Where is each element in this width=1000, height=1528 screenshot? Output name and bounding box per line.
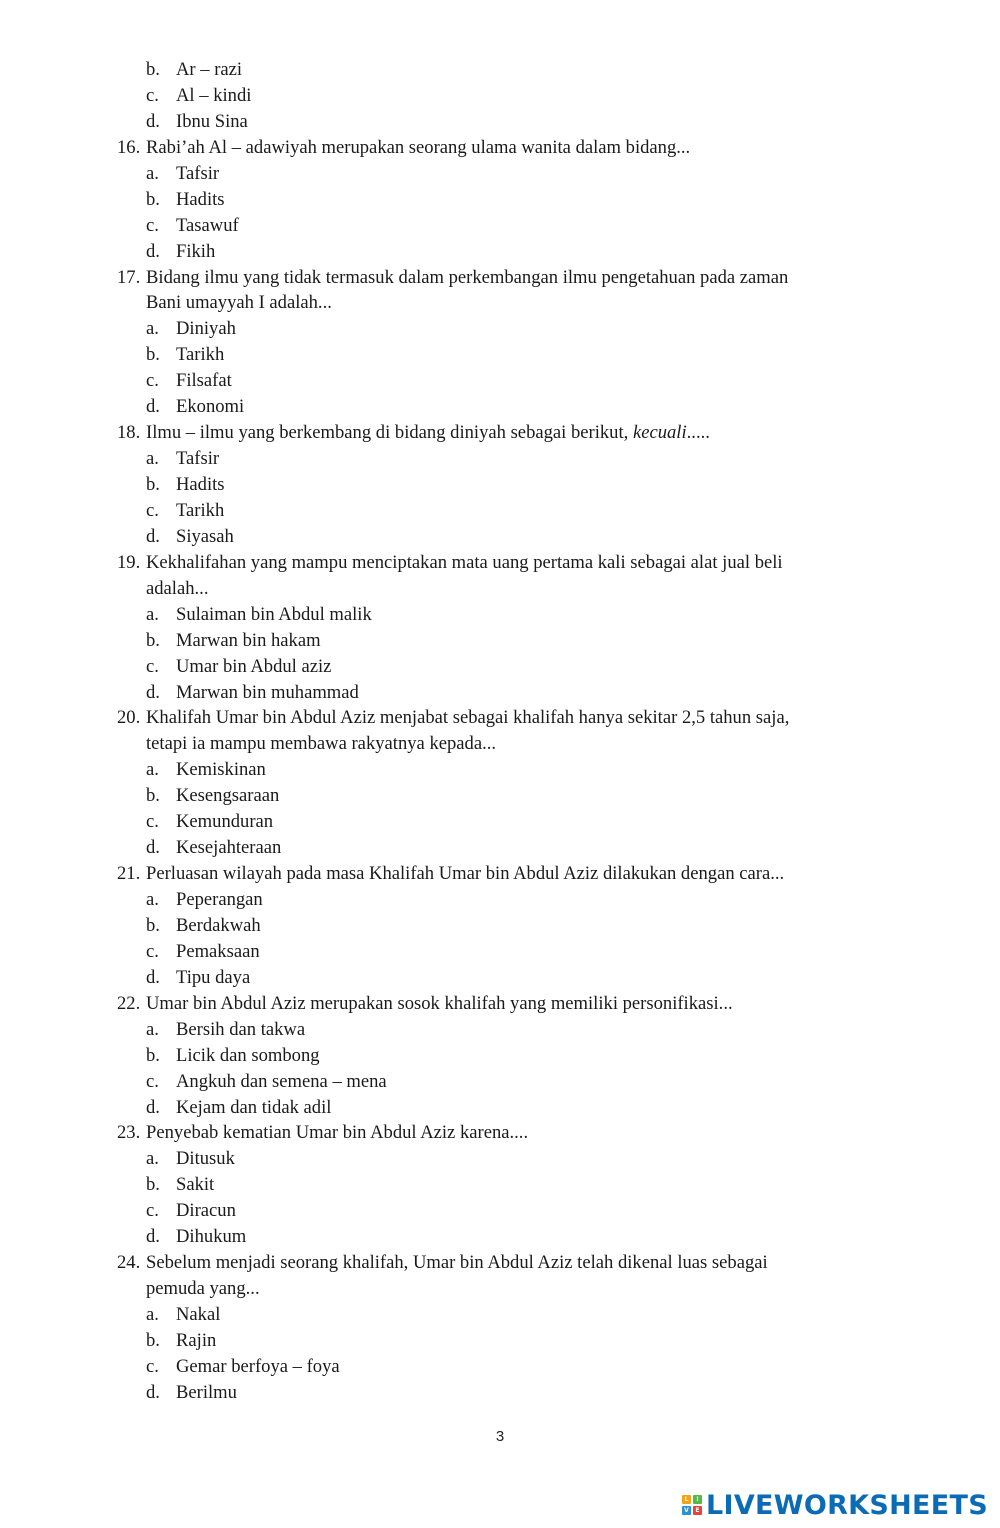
question-number: 17. [117, 266, 141, 288]
option-letter: b. [146, 1329, 160, 1351]
option-text: Ditusuk [176, 1148, 235, 1170]
question-number: 21. [117, 863, 141, 885]
option-text: Nakal [176, 1304, 221, 1325]
option-text: Tarikh [176, 344, 225, 366]
option-item[interactable] [0, 498, 1000, 524]
question-line-continued [0, 576, 1000, 602]
question-number: 20. [117, 707, 141, 729]
option-letter: a. [146, 759, 159, 781]
option-text: Kesejahteraan [176, 837, 282, 859]
option-letter: a. [146, 1018, 159, 1040]
question-text-part: Bidang ilmu yang tidak termasuk dalam perkembangan ilmu pengetahuan pada zaman [146, 266, 789, 288]
question-number: 18. [117, 422, 141, 444]
logo-tile: L [682, 1495, 691, 1504]
question-text [146, 1250, 768, 1276]
option-letter: d. [146, 837, 160, 859]
option-text: Pemaksaan [176, 940, 260, 962]
option-letter: b. [146, 59, 160, 80]
option-letter: a. [146, 1304, 159, 1325]
question-text-part: Sebelum menjadi seorang khalifah, Umar bin Abdul Aziz telah dikenal luas sebagai [146, 1252, 768, 1274]
option-item[interactable] [0, 1095, 1000, 1121]
option-letter: c. [146, 84, 159, 106]
question-text [146, 991, 733, 1017]
option-text: Hadits [176, 474, 225, 495]
option-letter: b. [146, 914, 160, 936]
question-text [146, 135, 690, 161]
question-line-continued [0, 290, 1000, 316]
option-item[interactable] [0, 1172, 1000, 1198]
option-letter: c. [146, 214, 159, 236]
option-letter: b. [146, 629, 160, 651]
question-text-part: Perluasan wilayah pada masa Khalifah Umar bin Abdul Aziz dilakukan dengan cara... [146, 863, 785, 885]
option-text: Rajin [176, 1329, 217, 1351]
option-item[interactable] [0, 628, 1000, 654]
option-text: Kemunduran [176, 811, 274, 833]
option-text: Siyasah [176, 525, 234, 547]
option-letter: b. [146, 785, 160, 807]
option-letter: c. [146, 370, 159, 392]
option-letter: d. [146, 1096, 160, 1118]
question-text-continued: Bani umayyah I adalah... [146, 292, 332, 314]
question-number: 24. [117, 1252, 141, 1274]
question-text-continued: tetapi ia mampu membawa rakyatnya kepada... [146, 733, 497, 755]
option-letter: b. [146, 1174, 160, 1196]
option-text: Al – kindi [176, 84, 252, 106]
option-item[interactable] [0, 783, 1000, 809]
question-line [0, 705, 1000, 731]
option-letter: a. [146, 889, 159, 910]
option-letter: c. [146, 940, 159, 962]
option-text: Peperangan [176, 889, 263, 910]
option-item[interactable] [0, 1146, 1000, 1172]
option-letter: c. [146, 1070, 159, 1092]
logo-text: LIVEWORKSHEETS [705, 1489, 988, 1521]
option-item[interactable] [0, 1198, 1000, 1224]
option-item[interactable] [0, 57, 1000, 83]
question-text [146, 1120, 528, 1146]
option-text: Tafsir [176, 162, 220, 184]
question-line [0, 1250, 1000, 1276]
option-text: Ekonomi [176, 396, 245, 418]
option-text: Ar – razi [176, 59, 243, 80]
option-text: Diniyah [176, 318, 236, 340]
question-line [0, 861, 1000, 887]
question-number: 22. [117, 992, 141, 1014]
option-text: Diracun [176, 1200, 236, 1222]
question-emphasis: kecuali [632, 422, 687, 444]
question-line [0, 1120, 1000, 1146]
question-text-continued: adalah... [146, 577, 209, 599]
question-text [146, 265, 788, 291]
logo-grid-icon [682, 1495, 702, 1515]
option-text: Umar bin Abdul aziz [176, 655, 332, 677]
worksheet-page [0, 57, 1000, 1406]
option-item[interactable] [0, 83, 1000, 109]
option-text: Hadits [176, 188, 225, 210]
logo-tile: E [693, 1506, 702, 1515]
option-item[interactable] [0, 654, 1000, 680]
option-letter: d. [146, 1381, 160, 1403]
option-text: Berilmu [176, 1381, 237, 1403]
option-item[interactable] [0, 394, 1000, 420]
question-line-continued [0, 1276, 1000, 1302]
question-line [0, 265, 1000, 291]
option-letter: b. [146, 344, 160, 366]
option-item[interactable] [0, 680, 1000, 706]
option-text: Fikih [176, 240, 216, 262]
option-text: Sulaiman bin Abdul malik [176, 603, 372, 625]
question-text-part: Penyebab kematian Umar bin Abdul Aziz karena.... [146, 1122, 529, 1144]
option-letter: d. [146, 966, 160, 988]
option-text: Gemar berfoya – foya [176, 1355, 340, 1377]
option-item[interactable] [0, 809, 1000, 835]
question-tail: ..... [686, 422, 710, 444]
question-line [0, 135, 1000, 161]
option-letter: a. [146, 162, 159, 184]
option-letter: c. [146, 655, 159, 677]
question-line [0, 550, 1000, 576]
option-item[interactable] [0, 1069, 1000, 1095]
option-text: Kemiskinan [176, 759, 266, 781]
question-number: 23. [117, 1122, 141, 1144]
option-item[interactable] [0, 939, 1000, 965]
option-item[interactable] [0, 965, 1000, 991]
question-text [146, 861, 784, 887]
option-letter: c. [146, 1200, 159, 1222]
option-item[interactable] [0, 1302, 1000, 1328]
option-item[interactable] [0, 1328, 1000, 1354]
option-item[interactable] [0, 1380, 1000, 1406]
option-item[interactable] [0, 1043, 1000, 1069]
question-text-part: Ilmu – ilmu yang berkembang di bidang diniyah sebagai berikut, [146, 422, 633, 444]
option-text: Ibnu Sina [176, 110, 248, 132]
page-number: 3 [495, 1428, 505, 1445]
option-item[interactable] [0, 342, 1000, 368]
option-letter: a. [146, 603, 159, 625]
option-item[interactable] [0, 887, 1000, 913]
option-item[interactable] [0, 913, 1000, 939]
option-text: Bersih dan takwa [176, 1018, 306, 1040]
option-item[interactable] [0, 472, 1000, 498]
option-letter: b. [146, 474, 160, 495]
option-item[interactable] [0, 187, 1000, 213]
option-text: Marwan bin hakam [176, 629, 321, 651]
question-line-continued [0, 731, 1000, 757]
option-letter: d. [146, 525, 160, 547]
question-number: 16. [117, 136, 141, 158]
option-item[interactable] [0, 239, 1000, 265]
option-text: Kesengsaraan [176, 785, 280, 807]
option-item[interactable] [0, 109, 1000, 135]
option-letter: a. [146, 1148, 159, 1170]
option-text: Tafsir [176, 448, 220, 470]
option-item[interactable] [0, 316, 1000, 342]
option-item[interactable] [0, 446, 1000, 472]
option-text: Berdakwah [176, 914, 261, 936]
option-text: Kejam dan tidak adil [176, 1096, 332, 1118]
option-text: Licik dan sombong [176, 1044, 320, 1066]
question-line [0, 420, 1000, 446]
option-text: Tarikh [176, 499, 225, 521]
logo-tile: I [693, 1495, 702, 1504]
option-item[interactable] [0, 757, 1000, 783]
question-text-continued: pemuda yang... [146, 1278, 260, 1300]
option-letter: d. [146, 110, 160, 132]
option-item[interactable] [0, 1354, 1000, 1380]
option-letter: b. [146, 188, 160, 210]
option-letter: a. [146, 448, 159, 470]
option-letter: d. [146, 681, 160, 703]
question-text [146, 420, 710, 446]
option-letter: d. [146, 1226, 160, 1248]
question-text-part: Kekhalifahan yang mampu menciptakan mata uang pertama kali sebagai alat jual beli [146, 551, 783, 573]
option-item[interactable] [0, 602, 1000, 628]
option-text: Sakit [176, 1174, 215, 1196]
option-letter: d. [146, 240, 160, 262]
option-item[interactable] [0, 161, 1000, 187]
option-letter: b. [146, 1044, 160, 1066]
question-text-part: Umar bin Abdul Aziz merupakan sosok khalifah yang memiliki personifikasi... [146, 992, 733, 1014]
option-text: Tasawuf [176, 214, 239, 236]
question-text-part: Khalifah Umar bin Abdul Aziz menjabat sebagai khalifah hanya sekitar 2,5 tahun saja, [146, 707, 790, 729]
option-letter: c. [146, 499, 159, 521]
option-letter: c. [146, 811, 159, 833]
option-item[interactable] [0, 1224, 1000, 1250]
option-text: Dihukum [176, 1226, 247, 1248]
liveworksheets-logo[interactable] [682, 1487, 988, 1523]
option-text: Marwan bin muhammad [176, 681, 359, 703]
option-text: Filsafat [176, 370, 232, 392]
question-line [0, 991, 1000, 1017]
question-text [146, 705, 789, 731]
option-item[interactable] [0, 1017, 1000, 1043]
option-item[interactable] [0, 524, 1000, 550]
option-item[interactable] [0, 368, 1000, 394]
option-letter: a. [146, 318, 159, 340]
option-item[interactable] [0, 835, 1000, 861]
option-item[interactable] [0, 213, 1000, 239]
question-text [146, 550, 783, 576]
logo-tile: V [682, 1506, 691, 1515]
option-text: Angkuh dan semena – mena [176, 1070, 387, 1092]
option-text: Tipu daya [176, 966, 251, 988]
question-text-part: Rabi’ah Al – adawiyah merupakan seorang ulama wanita dalam bidang... [146, 136, 691, 158]
option-letter: c. [146, 1355, 159, 1377]
option-letter: d. [146, 396, 160, 418]
question-number: 19. [117, 551, 141, 573]
